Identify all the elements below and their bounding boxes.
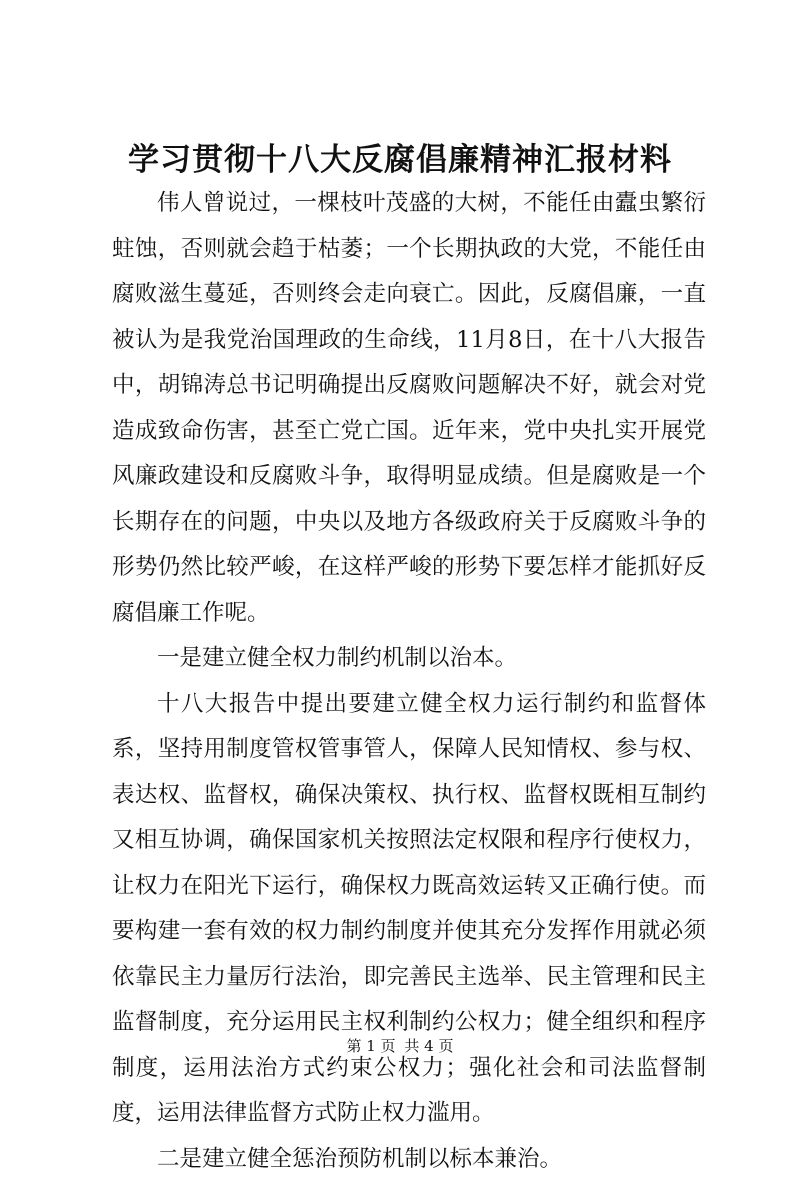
paragraph-point-one-heading: 一是建立健全权力制约机制以治本。 xyxy=(112,636,706,682)
page-number: 第 1 页 xyxy=(347,1037,396,1055)
document-body xyxy=(112,181,706,1182)
paragraph-point-one-body: 十八大报告中提出要建立健全权力运行制约和监督体系，坚持用制度管权管事管人，保障人民知情权、参与权、表达权、监督权，确保决策权、执行权、监督权既相互制约又相互协调，确保国家机关按照法定权限和程序行使权力，让权力在阳光下运行，确保权力既高效运转又正确行使。而要构建一套有效的权力制约制度并使其充分发挥作用就必须依靠民主力量厉行法治，即完善民主选举、民主管理和民主监督制度，充分运用民主权利制约公权力；健全组织和程序制度，运用法治方式约束公权力；强化社会和司法监督制度，运用法律监督方式防止权力滥用。 xyxy=(112,682,706,1137)
paragraph-intro: 伟人曾说过，一棵枝叶茂盛的大树，不能任由蠹虫繁衍蛀蚀，否则就会趋于枯萎；一个长期执政的大党，不能任由腐败滋生蔓延，否则终会走向衰亡。因此，反腐倡廉，一直被认为是我党治国理政的生命线，11月8日，在十八大报告中，胡锦涛总书记明确提出反腐败问题解决不好，就会对党造成致命伤害，甚至亡党亡国。近年来，党中央扎实开展党风廉政建设和反腐败斗争，取得明显成绩。但是腐败是一个长期存在的问题，中央以及地方各级政府关于反腐败斗争的形势仍然比较严峻，在这样严峻的形势下要怎样才能抓好反腐倡廉工作呢。 xyxy=(112,181,706,636)
paragraph-point-two-heading: 二是建立健全惩治预防机制以标本兼治。 xyxy=(112,1137,706,1182)
page-total: 共 4 页 xyxy=(404,1037,453,1055)
document-title: 学习贯彻十八大反腐倡廉精神汇报材料 xyxy=(0,140,800,180)
page-footer xyxy=(0,1036,800,1056)
